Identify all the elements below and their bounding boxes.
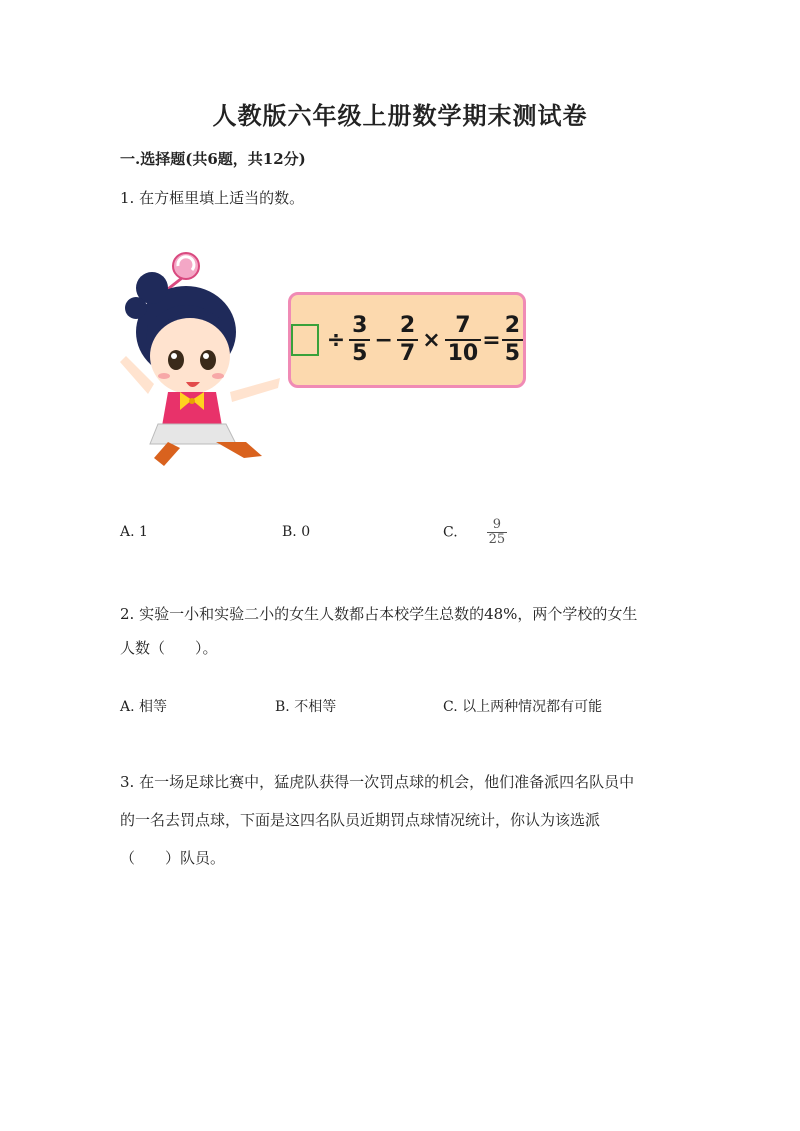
q2-option-b[interactable]: B. 不相等 <box>275 699 337 715</box>
fraction-numerator: 2 <box>504 313 520 338</box>
q2-option-a[interactable]: A. 相等 <box>120 699 168 715</box>
fraction-numerator: 2 <box>399 313 416 338</box>
cartoon-girl-illustration <box>118 244 283 469</box>
q1-option-c-label: C. <box>443 524 458 541</box>
fraction-numerator: 9 <box>492 517 501 532</box>
question-3-line-1: 3. 在一场足球比赛中，猛虎队获得一次罚点球的机会，他们准备派四名队员中 <box>120 773 635 791</box>
equation-box <box>288 292 526 388</box>
q1-option-a[interactable]: A. 1 <box>120 524 148 540</box>
fraction-denominator: 5 <box>349 339 370 367</box>
multiply-sign: × <box>422 327 441 353</box>
question-2-line-2: 人数（ ）。 <box>120 639 218 657</box>
question-3-line-3: （ ）队员。 <box>120 849 226 867</box>
fraction-denominator: 10 <box>445 339 482 367</box>
fraction-2-5 <box>502 313 523 367</box>
fraction-numerator: 3 <box>352 313 368 338</box>
q1-option-c[interactable] <box>443 518 507 547</box>
fraction-denominator: 7 <box>397 339 418 367</box>
divide-sign: ÷ <box>326 327 346 353</box>
fraction-7-10 <box>445 313 482 367</box>
question-3-line-2: 的一名去罚点球，下面是这四名队员近期罚点球情况统计，你认为该选派 <box>120 811 601 829</box>
question-1-text: 1. 在方框里填上适当的数。 <box>120 189 305 207</box>
page-title: 人教版六年级上册数学期末测试卷 <box>212 101 588 130</box>
minus-sign: − <box>374 327 393 353</box>
fraction-9-25 <box>487 518 508 547</box>
q1-option-b[interactable]: B. 0 <box>282 524 311 540</box>
fraction-denominator: 5 <box>502 339 523 367</box>
fraction-numerator: 7 <box>455 313 471 338</box>
fraction-3-5 <box>349 313 370 367</box>
question-2-line-1: 2. 实验一小和实验二小的女生人数都占本校学生总数的48%，两个学校的女生 <box>120 605 638 623</box>
fraction-denominator: 25 <box>488 532 506 547</box>
fraction-2-7 <box>397 313 418 367</box>
equals-sign: = <box>482 327 501 353</box>
answer-blank-square[interactable] <box>291 324 319 356</box>
section-heading: 一.选择题(共6题，共12分) <box>120 150 306 168</box>
q2-option-c[interactable]: C. 以上两种情况都有可能 <box>443 699 603 715</box>
